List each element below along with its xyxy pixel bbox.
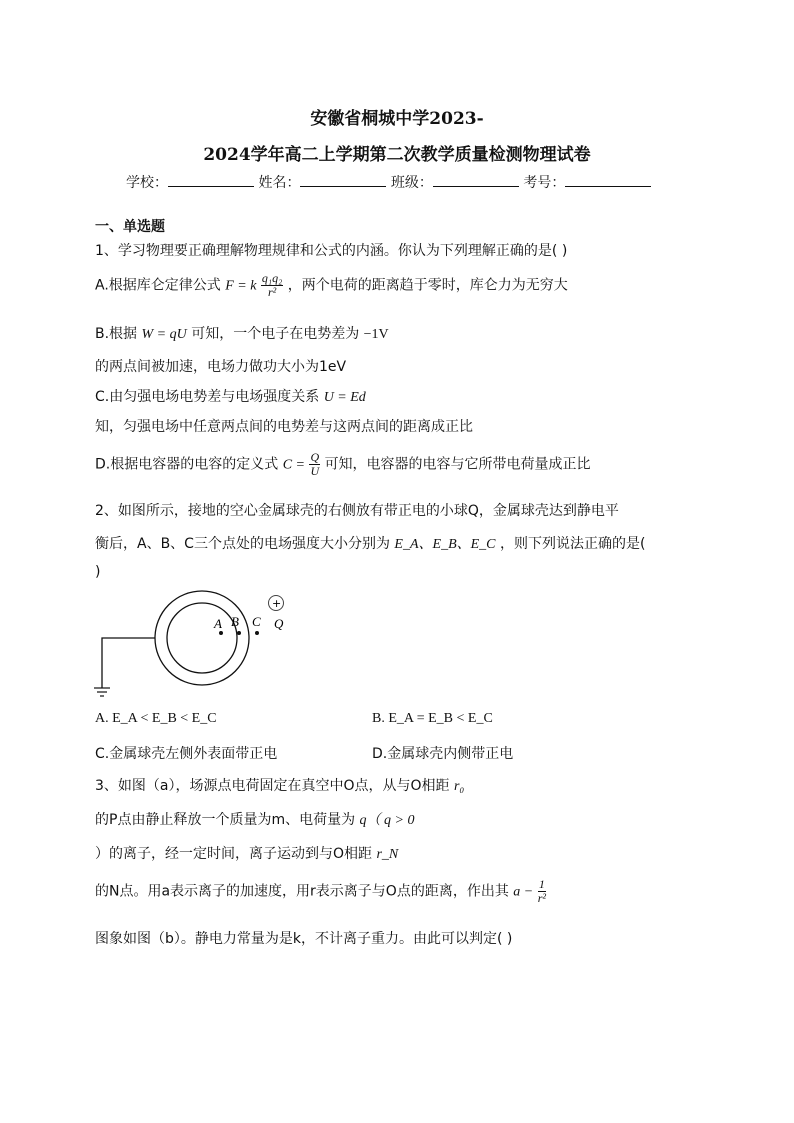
name-label: 姓名： [258, 175, 301, 191]
q1-d-post: 可知，电容器的电容与它所带电荷量成正比 [324, 456, 591, 473]
q3-a-var: a − [513, 884, 534, 900]
q2-option-a: A. E_A < E_B < E_C [95, 711, 217, 726]
q2-field-vars: E_A、E_B、E_C [394, 537, 496, 552]
q1-a-num: q₁q₂ [261, 271, 283, 285]
q3-line-3 [95, 843, 398, 863]
q2-figure [90, 588, 300, 702]
label-c: C [252, 614, 261, 629]
q1-d-text: D.根据电容器的电容的定义式 [95, 456, 279, 473]
q1-b-value: −1V [363, 327, 389, 342]
q2-line-1: 2、如图所示，接地的空心金属球壳的右侧放有带正电的小球Q，金属球壳达到静电平 [95, 503, 619, 519]
q1-option-d [95, 451, 591, 478]
q3-frac-den: r² [537, 891, 546, 905]
q1-a-text: A.根据库仑定律公式 [95, 277, 221, 294]
school-label: 学校： [126, 175, 168, 191]
q1-a-post: ，两个电荷的距离趋于零时，库仑力为无穷大 [287, 277, 568, 294]
q1-b-mid: 可知，一个电子在电势差为 [191, 326, 360, 342]
q2-option-d: D.金属球壳内侧带正电 [372, 746, 514, 762]
label-a: A [214, 616, 222, 631]
q1-b-formula: W = qU [141, 327, 187, 342]
title-line-2: 2024学年高二上学期第二次教学质量检测物理试卷 [203, 145, 591, 165]
shell-outer-circle [155, 591, 249, 685]
q3-line-1 [95, 775, 464, 795]
q1-a-formula: F = k [225, 278, 257, 294]
point-b-dot [237, 631, 241, 635]
info-fields [126, 172, 651, 192]
q1-c-text: C.由匀强电场电势差与电场强度关系 [95, 389, 320, 405]
q1-option-b [95, 323, 389, 343]
shell-inner-circle [167, 603, 237, 673]
q3-line-4 [95, 878, 546, 905]
label-b: B [231, 614, 239, 629]
q2-line-2-post: ，则下列说法正确的是( [499, 536, 646, 552]
q1-c-cont: 知，匀强电场中任意两点间的电势差与这两点间的距离成正比 [95, 419, 473, 435]
q1-d-fraction [309, 451, 320, 478]
q3-rn: r_N [376, 847, 399, 862]
q3-r0: r₀ [453, 779, 465, 794]
q3-q-cond: q（ q > 0 [359, 813, 415, 828]
q2-option-b: B. E_A = E_B < E_C [372, 711, 493, 726]
label-q: Q [274, 616, 284, 631]
school-blank[interactable] [168, 174, 254, 187]
q1-option-c [95, 386, 366, 406]
q2-line-2 [95, 533, 645, 553]
charge-plus: + [272, 597, 282, 610]
q1-d-den: U [310, 464, 320, 478]
point-c-dot [255, 631, 259, 635]
q3-line-5: 图象如图（b）。静电力常量为是k，不计离子重力。由此可以判定( ) [95, 931, 513, 947]
q2-line-2-pre: 衡后，A、B、C三个点处的电场强度大小分别为 [95, 536, 390, 552]
class-blank[interactable] [433, 174, 519, 187]
q1-d-num: Q [310, 450, 320, 464]
q1-b-cont: 的两点间被加速，电场力做功大小为1eV [95, 359, 347, 375]
q1-a-den: r² [267, 285, 277, 299]
q3-line-4-text: 的N点。用a表示离子的加速度，用r表示离子与O点的距离，作出其 [95, 883, 509, 900]
q1-option-a [95, 272, 568, 299]
q1-d-formula: C = [282, 457, 305, 473]
id-label: 考号： [523, 175, 566, 191]
name-blank[interactable] [300, 174, 386, 187]
q1-c-formula: U = Ed [323, 390, 366, 405]
q3-line-1-text: 3、如图（a），场源点电荷固定在真空中O点，从与O相距 [95, 778, 450, 794]
point-a-dot [219, 631, 223, 635]
q3-line-2 [95, 809, 415, 829]
q3-fraction [538, 878, 546, 905]
ground-wire [102, 638, 155, 688]
title-line-1: 安徽省桐城中学2023- [310, 109, 484, 129]
q1-b-text: B.根据 [95, 326, 138, 342]
id-blank[interactable] [565, 174, 651, 187]
q3-line-2-text: 的P点由静止释放一个质量为m、电荷量为 [95, 812, 356, 828]
q1-stem: 1、学习物理要正确理解物理规律和公式的内涵。你认为下列理解正确的是( ) [95, 243, 568, 259]
q2-option-c: C.金属球壳左侧外表面带正电 [95, 746, 278, 762]
class-label: 班级： [390, 175, 433, 191]
q2-line-3: ) [95, 564, 101, 580]
q3-frac-num: 1 [538, 877, 545, 891]
q3-line-3-text: ）的离子，经一定时间，离子运动到与O相距 [95, 846, 373, 862]
section-heading: 一、单选题 [95, 219, 165, 235]
q1-a-fraction [261, 272, 283, 299]
